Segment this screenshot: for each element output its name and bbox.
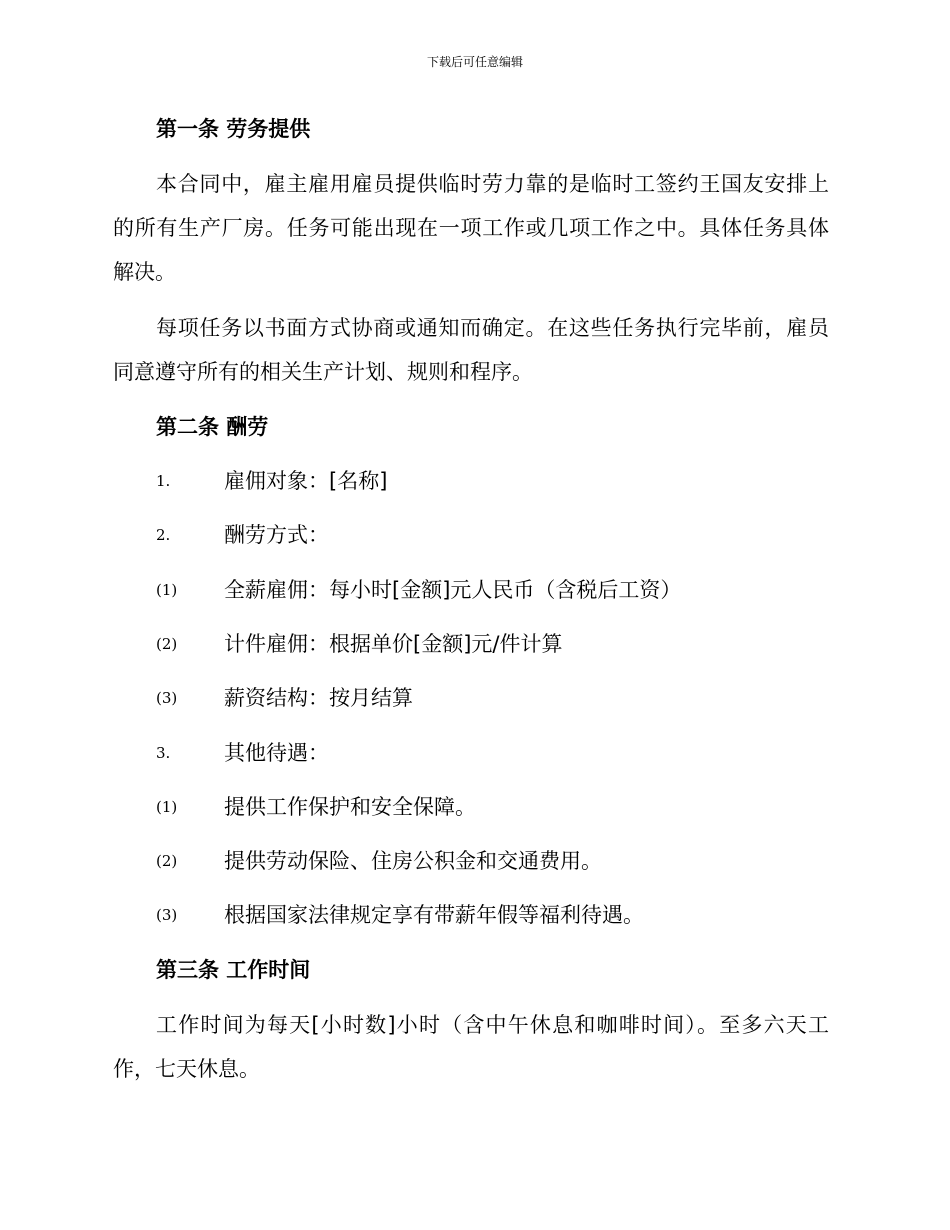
section-1-paragraph-1 [113, 162, 829, 294]
list-item-text: 全薪雇佣：每小时[金额]元人民币（含税后工资） [224, 578, 682, 602]
list-item-text: 提供劳动保险、住房公积金和交通费用。 [224, 849, 602, 873]
list-item-text: 根据国家法律规定享有带薪年假等福利待遇。 [224, 903, 644, 927]
list-item-number: 1. [156, 472, 171, 490]
section-1-title: 第一条 劳务提供 [156, 117, 311, 141]
section-1-paragraph-2 [113, 306, 829, 394]
list-item-text: 提供工作保护和安全保障。 [224, 795, 476, 819]
section-3-title: 第三条 工作时间 [156, 958, 311, 982]
list-item-number: (2) [156, 635, 178, 653]
list-item-number: 2. [156, 526, 171, 544]
list-item-number: (3) [156, 689, 178, 707]
section-3-paragraph-1 [113, 1003, 829, 1091]
section-2-title: 第二条 酬劳 [156, 415, 269, 439]
paragraph-line: 同意遵守所有的相关生产计划、规则和程序。 [113, 360, 533, 384]
paragraph-line: 每项任务以书面方式协商或通知而确定。在这些任务执行完毕前，雇员 [156, 316, 829, 340]
list-item-number: (3) [156, 906, 178, 924]
list-item-text: 雇佣对象：[名称] [224, 469, 388, 493]
paragraph-line: 解决。 [113, 260, 176, 284]
list-item-text: 酬劳方式： [224, 523, 329, 547]
paragraph-line: 的所有生产厂房。任务可能出现在一项工作或几项工作之中。具体任务具体 [113, 216, 829, 240]
page-header: 下载后可任意编辑 [426, 55, 523, 69]
paragraph-line: 作，七天休息。 [113, 1057, 260, 1081]
list-item-text: 薪资结构：按月结算 [224, 686, 413, 710]
list-item-number: (1) [156, 581, 178, 599]
list-item-number: 3. [156, 744, 171, 762]
list-item-text: 其他待遇： [224, 741, 329, 765]
list-item-number: (2) [156, 852, 178, 870]
paragraph-line: 本合同中，雇主雇用雇员提供临时劳力靠的是临时工签约王国友安排上 [156, 172, 829, 196]
list-item-text: 计件雇佣：根据单价[金额]元/件计算 [224, 632, 563, 656]
paragraph-line: 工作时间为每天[小时数]小时（含中午休息和咖啡时间）。至多六天工 [156, 1013, 829, 1037]
list-item-number: (1) [156, 798, 178, 816]
